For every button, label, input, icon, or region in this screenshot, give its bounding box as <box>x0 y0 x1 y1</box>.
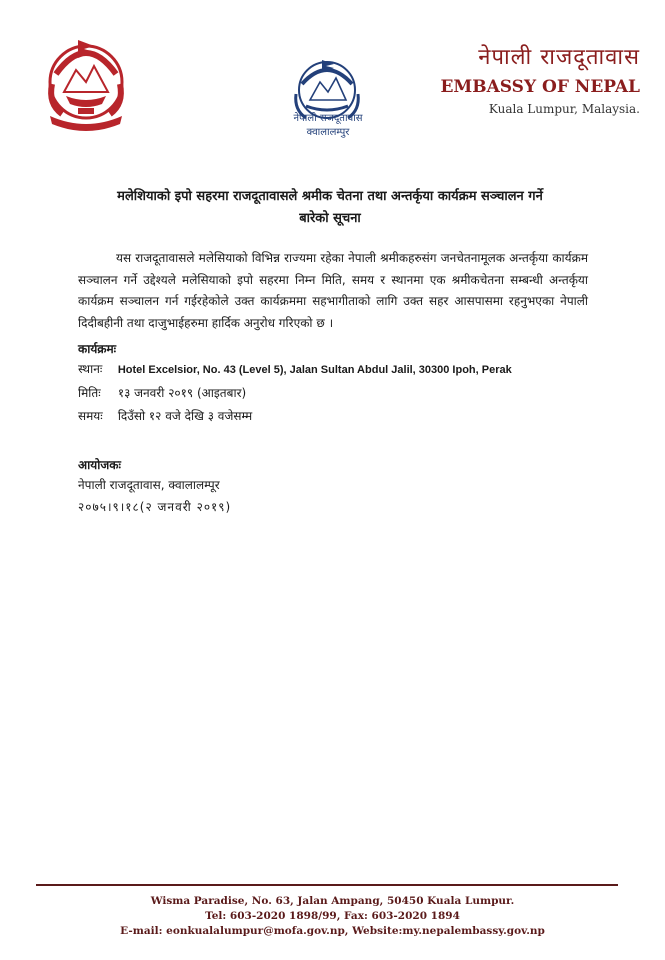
footer-address: Wisma Paradise, No. 63, Jalan Ampang, 50450 Kuala Lumpur. <box>150 895 515 907</box>
venue-row <box>78 360 512 379</box>
embassy-english-title: EMBASSY OF NEPAL <box>440 77 640 97</box>
venue-value: Hotel Excelsior, No. 43 (Level 5), Jalan Sultan Abdul Jalil, 30300 Ipoh, Perak <box>117 364 512 376</box>
seal-caption-line1: नेपाली राजदूतावास <box>293 113 363 124</box>
organizer-label: आयोजकः <box>78 458 121 472</box>
program-label: कार्यक्रमः <box>78 342 117 356</box>
nepal-national-emblem-icon <box>38 34 134 134</box>
embassy-city: Kuala Lumpur, Malaysia. <box>488 102 640 116</box>
footer <box>0 894 665 939</box>
date-row <box>78 384 246 402</box>
venue-label: स्थानः <box>78 362 103 376</box>
notice-title-line2: बारेको सूचना <box>299 211 361 226</box>
footer-divider <box>36 884 618 886</box>
time-row <box>78 407 252 425</box>
letterhead <box>440 44 640 118</box>
embassy-seal-caption <box>270 112 386 140</box>
notice-body: यस राजदूतावासले मलेसियाको विभिन्न राज्यमा रहेका नेपाली श्रमीकहरुसंग जनचेतनामूलक अन्तर्कृया कार्यक्रम सञ्चालन गर्ने उद्देश्यले मलेसियाको इपो सहरमा निम्न मिति, समय र स्थानमा एक श्रमीकचेतना सम्बन्धी अन्तर्कृया कार्यक्रम सञ्चालन गर्न गईरहेकोले उक्त कार्यक्रममा सहभागीताको लागि उक्त सहर आसपासमा रहनुभएका नेपाली दिदीबहीनी तथा दाजुभाईहरुमा हार्दिक अनुरोध गरिएको छ । <box>78 251 588 330</box>
footer-phone: Tel: 603-2020 1898/99, Fax: 603-2020 1894 <box>205 910 460 922</box>
notice-title-line1: मलेशियाको इपो सहरमा राजदूतावासले श्रमीक चेतना तथा अन्तर्कृया कार्यक्रम सञ्चालन गर्ने <box>117 189 543 204</box>
time-label: समयः <box>78 409 103 423</box>
embassy-nepali-title: नेपाली राजदूतावास <box>478 45 640 70</box>
date-value: १३ जनवरी २०१९ (आइतबार) <box>117 386 247 400</box>
seal-caption-line2: क्वालालम्पुर <box>306 127 350 138</box>
footer-email: E-mail: eonkualalumpur@mofa.gov.np, Website:my.nepalembassy.gov.np <box>120 925 545 937</box>
notice-title <box>70 186 590 230</box>
organizer-date: २०७५।९।१८(२ जनवरी २०१९) <box>78 500 232 514</box>
date-label: मितिः <box>78 386 101 400</box>
organizer-name: नेपाली राजदूतावास, क्वालालम्पूर <box>78 478 220 492</box>
time-value: दिउँसो १२ वजे देखि ३ वजेसम्म <box>117 409 253 423</box>
